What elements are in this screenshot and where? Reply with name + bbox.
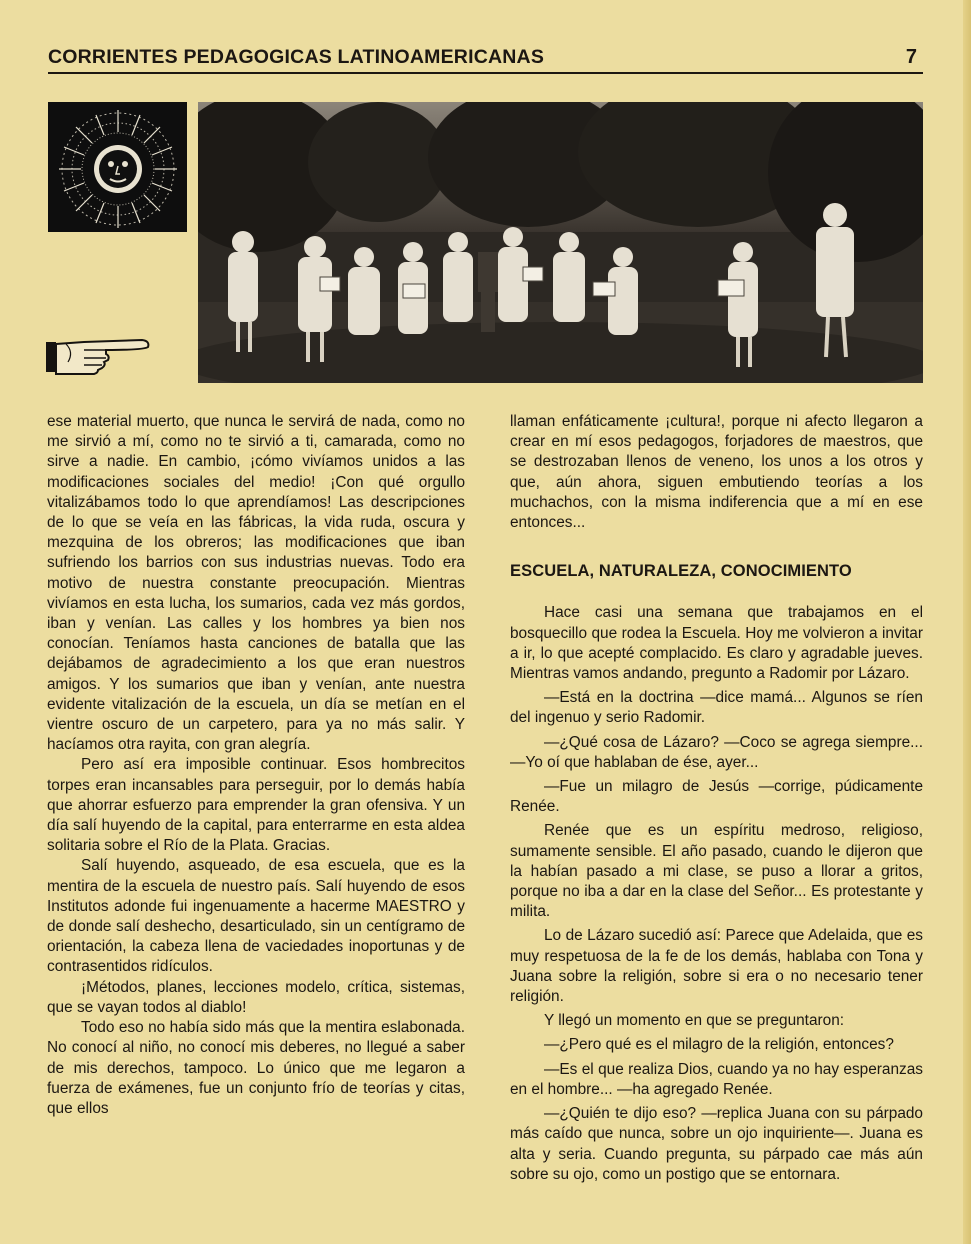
left-text-column <box>47 412 465 1119</box>
sun-face-emblem <box>48 102 187 232</box>
paragraph: Y llegó un momento en que se preguntaron: <box>544 1012 845 1030</box>
paragraph: —Es el que realiza Dios, cuando ya no hay esperanzas en el hombre... —ha agregado Renée. <box>510 1060 923 1098</box>
paragraph: Lo de Lázaro sucedió así: Parece que Adelaida, que es muy respetuosa de la fe de los demás, hablaba con Tona y Juana sobre la religión, sobre si era o no necesario tener religión. <box>510 927 923 1006</box>
page-edge <box>963 0 971 1244</box>
paragraph: —¿Quién te dijo eso? —replica Juana con su párpado más caído que nunca, sobre un ojo inquiriente—. Juana es alta y seria. Cuando pregunta, su párpado cae más aún sobre su ojo, como un postigo que se entornara. <box>510 1105 923 1183</box>
paragraph: —Está en la doctrina —dice mamá... Algunos se ríen del ingenuo y serio Radomir. <box>510 689 923 727</box>
paragraph: Todo eso no había sido más que la mentira eslabonada. No conocí al niño, no conocí mis deberes, no llegué a saber de mis derechos, tampoco. Lo único que me legaron a fuerza de exámenes, fue un conjunto frío de teorías y citas, que ellos <box>47 1019 465 1117</box>
journal-title: CORRIENTES PEDAGOGICAS LATINOAMERICANAS <box>48 46 545 68</box>
children-outdoor-class-photo <box>198 102 923 383</box>
paragraph: —Fue un milagro de Jesús —corrige, púdicamente Renée. <box>510 778 923 816</box>
right-text-column <box>510 412 923 1185</box>
section-heading: ESCUELA, NATURALEZA, CONOCIMIENTO <box>510 562 852 581</box>
sun-emblem-graphic <box>48 102 187 232</box>
paragraph: Salí huyendo, asqueado, de esa escuela, que es la mentira de la escuela de nuestro país. Salí huyendo de esos Institutos adonde fui ingenuamente a hacerme MAESTRO y de donde salí deshecho, desarticulado, sin un centígramo de orientación, la cabeza llena de vaciedades inoportunas y de contrasentidos ridículos. <box>47 857 465 976</box>
paragraph: Pero así era imposible continuar. Esos hombrecitos torpes eran incansables para perseguir, por lo demás había que ahorrar esfuerzo para emprender la gran ofensiva. Y un día salí huyendo de la capital, para enterrarme en esta aldea solitaria sobre el Río de la Plata. Gracias. <box>47 756 465 855</box>
paragraph: Hace casi una semana que trabajamos en el bosquecillo que rodea la Escuela. Hoy me volvieron a invitar a ir, lo que acepté complacido. Es claro y agradable jueves. Mientras vamos andando, pregunto a Radomir por Lázaro. <box>510 604 923 683</box>
paragraph: llaman enfáticamente ¡cultura!, porque ni afecto llegaron a crear en mí esos pedagogos, forjadores de maestros, que se destrozaban llenos de veneno, los unos a los otros y que, aún ahora, siguen embutiendo teorías a los muchachos, con la misma indiferencia que a mí en ese entonces... <box>510 413 923 532</box>
paragraph: ¡Métodos, planes, lecciones modelo, crítica, sistemas, que se vayan todos al diablo! <box>47 978 465 1016</box>
paragraph: —¿Qué cosa de Lázaro? —Coco se agrega siempre... —Yo oí que hablaban de ése, ayer... <box>510 733 923 771</box>
pointing-hand-graphic <box>44 332 152 376</box>
photo-graphic <box>198 102 923 383</box>
header-rule <box>48 72 923 74</box>
paragraph: —¿Pero qué es el milagro de la religión, entonces? <box>544 1036 894 1054</box>
pointing-hand-icon <box>44 332 152 376</box>
page-number: 7 <box>905 46 917 68</box>
running-header <box>48 44 923 70</box>
paragraph: Renée que es un espíritu medroso, religioso, sumamente sensible. El año pasado, cuando le dijeron que la habían pasado a mi clase, se puso a llorar a gritos, porque no iba a dar en la clase del Señor... Es protestante y milita. <box>510 822 923 921</box>
paragraph: ese material muerto, que nunca le servirá de nada, como no me sirvió a mí, como no te sirvió a ti, camarada, como no sirve a nadie. En cambio, ¡cómo vivíamos unidos a las modificaciones sociales del medio! ¡Con qué orgullo vitalizábamos todo lo que aprendíamos! Las descripciones de lo que se veía en las fábricas, la vida ruda, oscura y mezquina de los obreros; las modificaciones que iban sufriendo los barrios con sus industrias nuevas. Todo era motivo de nuestra constante preocupación. Mientras vivíamos en esta lucha, los sumarios, cada vez más gordos, iban y venían. Las calles y los hombres ya bien nos conocían. Teníamos hasta canciones de batalla que las dejábamos de agradecimiento a los que eran nuestros amigos. Y los sumarios que iban y venían, ante nuestra evidente vitalización de la escuela, un día se metían en el vientre oscuro de un carpetero, para ya no más salir. Y hacíamos otra rayita, con gran alegría. <box>47 413 465 754</box>
